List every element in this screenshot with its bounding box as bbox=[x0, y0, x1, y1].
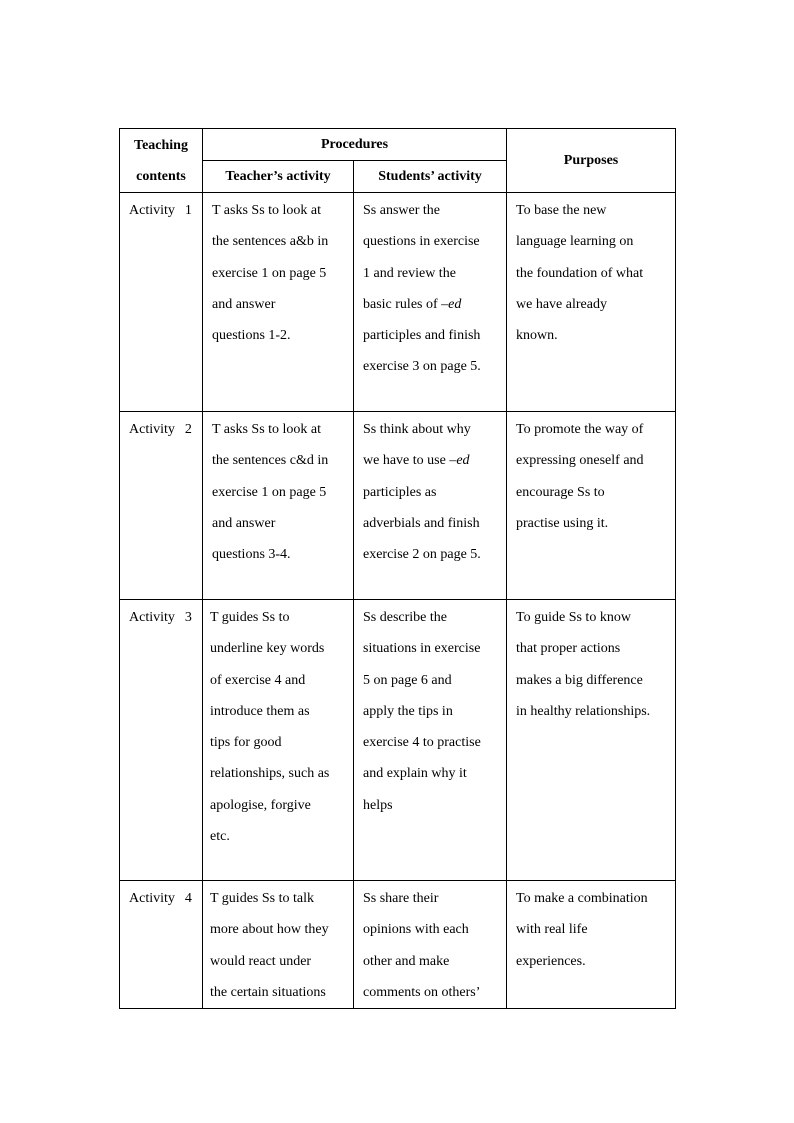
purpose-cell: To base the new language learning on the foundation of what we have already known. bbox=[507, 193, 676, 412]
table-row bbox=[120, 881, 676, 1009]
students-activity-header: Students’ activity bbox=[354, 161, 507, 193]
purpose-cell: To promote the way of expressing oneself and encourage Ss to practise using it. bbox=[507, 412, 676, 600]
teaching-contents-header bbox=[120, 129, 203, 193]
table-row bbox=[120, 412, 676, 600]
teaching-procedures-table bbox=[119, 128, 676, 1009]
table-row bbox=[120, 193, 676, 412]
teaching-contents-line2: contents bbox=[136, 168, 186, 184]
teaching-contents-line1: Teaching bbox=[134, 137, 188, 153]
students-activity-cell: Ss think about why we have to use –ed participles as adverbials and finish exercise 2 on page 5. bbox=[354, 412, 507, 600]
activity-label: Activity 2 bbox=[120, 412, 203, 600]
activity-label: Activity 4 bbox=[120, 881, 203, 1009]
activity-label: Activity 3 bbox=[120, 600, 203, 881]
purpose-cell: To guide Ss to know that proper actions makes a big difference in healthy relationships. bbox=[507, 600, 676, 881]
students-activity-cell: Ss answer the questions in exercise 1 and review the basic rules of –ed participles and finish exercise 3 on page 5. bbox=[354, 193, 507, 412]
teacher-activity-cell: T guides Ss to talk more about how they would react under the certain situations bbox=[203, 881, 354, 1009]
purposes-header: Purposes bbox=[507, 129, 676, 193]
students-activity-cell: Ss share their opinions with each other and make comments on others’ bbox=[354, 881, 507, 1009]
teacher-activity-cell: T asks Ss to look at the sentences a&b in exercise 1 on page 5 and answer questions 1-2. bbox=[203, 193, 354, 412]
teacher-activity-cell: T guides Ss to underline key words of exercise 4 and introduce them as tips for good relationships, such as apologise, forgive etc. bbox=[203, 600, 354, 881]
purpose-cell: To make a combination with real life experiences. bbox=[507, 881, 676, 1009]
procedures-header: Procedures bbox=[203, 129, 507, 161]
activity-label: Activity 1 bbox=[120, 193, 203, 412]
table-row bbox=[120, 600, 676, 881]
teacher-activity-cell: T asks Ss to look at the sentences c&d in exercise 1 on page 5 and answer questions 3-4. bbox=[203, 412, 354, 600]
students-activity-cell: Ss describe the situations in exercise 5 on page 6 and apply the tips in exercise 4 to practise and explain why it helps bbox=[354, 600, 507, 881]
teachers-activity-header: Teacher’s activity bbox=[203, 161, 354, 193]
